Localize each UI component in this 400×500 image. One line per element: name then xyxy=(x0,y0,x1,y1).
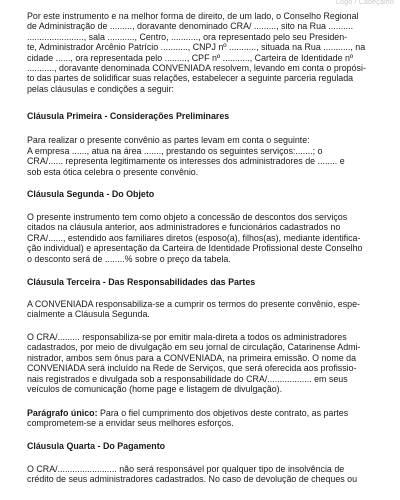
clause-1-line: Para realizar o presente convênio as partes levam em conta o seguinte: xyxy=(27,135,310,145)
clause-3-line: cialmente a Cláusula Segunda. xyxy=(27,309,150,320)
clause-4-line: O CRA/........................ não será responsável por qualquer tipo de insolvência de xyxy=(27,464,345,474)
clause-1-line: CRA/...... representa legitimamente os interesses dos administradores de ........ e xyxy=(27,156,345,167)
clause-2-heading-text: Cláusula Segunda - Do Objeto xyxy=(27,189,155,199)
clause-1-heading xyxy=(27,111,229,121)
intro-line: de Administração de ........., doravante denominado CRA/ ........., sito na Rua .......... xyxy=(27,21,354,32)
intro-line: cidade ......, ora representada pelo ........., CPF nº ..........., Carteira de Identidade nº xyxy=(27,52,354,63)
clause-2-line: citados na cláusula anterior, aos administradores e funcionários cadastrados no xyxy=(27,222,341,233)
intro-paragraph xyxy=(27,11,387,94)
clause-4-heading xyxy=(27,441,165,451)
clause-3-line: O CRA/......... responsabiliza-se por emitir mala-direta a todos os administradores xyxy=(27,332,347,342)
clause-3-unico-line: comprometem-se a envidar seus melhores esforços. xyxy=(27,418,234,429)
clause-2-line: CRA/......, estendido aos familiares diretos (esposo(a), filhos(as), mediante identifica- xyxy=(27,232,361,243)
clause-4-heading-text: Cláusula Quarta - Do Pagamento xyxy=(27,441,166,451)
clause-2-body xyxy=(27,212,387,264)
clause-1-line: sob esta ótica celebra o presente convênio. xyxy=(27,166,199,177)
clause-3-line: A CONVENIADA responsabiliza-se a cumprir os termos do presente convênio, espe- xyxy=(27,299,360,309)
intro-line: te, Administrador Arcênio Patrício ..........., CNPJ nº ..........., situada na Rua ..........., na xyxy=(27,42,366,53)
intro-line: to das partes de solidificar suas relações, estabelecer a seguinte parceria regulada xyxy=(27,73,354,84)
clause-4-body xyxy=(27,464,387,485)
clause-3-line: CONVENIADA será incluído na Rede de Serviços, que será oferecida aos profissio- xyxy=(27,363,357,374)
clause-3-paragraph-b xyxy=(27,332,387,394)
intro-line: ..........., doravante denominada CONVENIADA resolvem, levando em conta o propósi- xyxy=(27,63,366,74)
paragraph-unico-label: Parágrafo único: xyxy=(27,408,98,418)
intro-line: Por este instrumento e na melhor forma de direito, de um lado, o Conselho Regional xyxy=(27,11,359,21)
clause-3-line: cadastrados, por meio de divulgação em seu jornal de circulação, Catarinense Admi- xyxy=(27,342,361,353)
header-ghost-text: Logo / Cabeçalho xyxy=(335,0,394,6)
clause-3-paragraph-unico xyxy=(27,408,387,429)
intro-line: pelas cláusulas e condições a seguir: xyxy=(27,83,175,94)
clause-2-heading xyxy=(27,189,154,199)
clause-3-paragraph-a xyxy=(27,299,387,320)
clause-3-line: nistrador, ambos sem ônus para a CONVENIADA, na primeira emissão. O nome da xyxy=(27,352,357,363)
clause-2-line: ção individual) e apresentação da Carteira de Identidade Profissional deste Conselho xyxy=(27,243,363,254)
clause-2-line: O presente instrumento tem como objeto a concessão de descontos dos serviços xyxy=(27,212,348,222)
clause-3-unico-line xyxy=(27,408,387,418)
clause-3-line: veículos de comunicação (home page e listagem de divulgação). xyxy=(27,384,283,395)
clause-1-line: A empresa ......, atua na área ......., prestando os seguintes serviços:.......; o xyxy=(27,146,323,156)
clause-2-line: o desconto será de ........% sobre o preço da tabela. xyxy=(27,253,231,264)
intro-line: ......................., sala ..........., Centro, ..........., ora representado pelo seu Presiden- xyxy=(27,31,348,42)
clause-3-line: nais registrados e divulgada sob a responsabilidade do CRA/.................. em seus xyxy=(27,373,348,384)
clause-3-heading-text: Cláusula Terceira - Das Responsabilidades das Partes xyxy=(27,277,256,287)
clause-1-intro xyxy=(27,135,387,145)
clause-3-heading xyxy=(27,277,255,287)
clause-4-line: crédito de seus administradores cadastrados. No caso de devolução de cheques ou xyxy=(27,474,358,485)
clause-1-heading-text: Cláusula Primeira - Considerações Preliminares xyxy=(27,111,230,121)
paragraph-unico-text: Para o fiel cumprimento dos objetivos deste contrato, as partes xyxy=(97,408,349,418)
clause-1-body xyxy=(27,146,387,177)
